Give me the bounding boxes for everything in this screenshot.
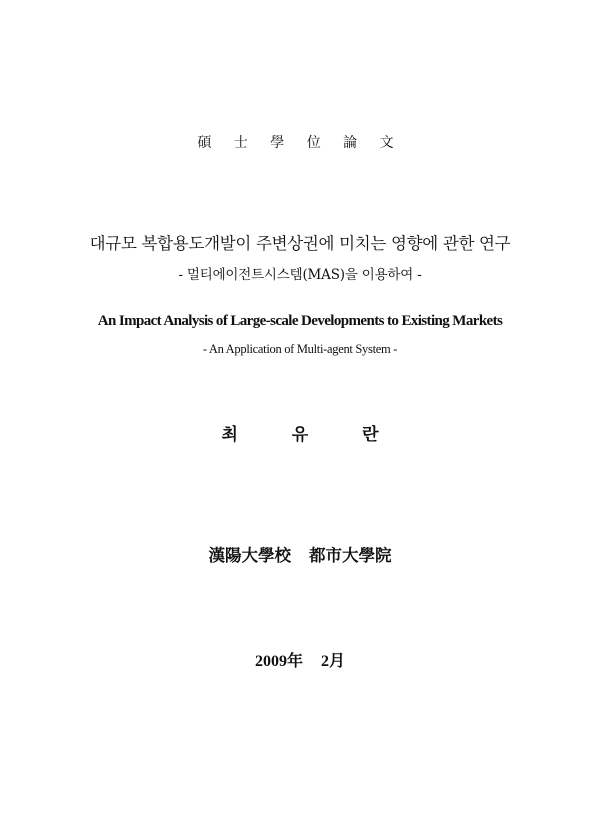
school-affiliation [0, 542, 600, 566]
submission-date [0, 648, 600, 671]
english-subtitle: - An Application of Multi-agent System - [202, 342, 398, 356]
university-name: 漢陽大學校 [208, 546, 291, 565]
korean-title: 대규모 복합용도개발이 주변상권에 미치는 영향에 관한 연구 [89, 234, 511, 253]
korean-subtitle: - 멀티에이전트시스템(MAS)을 이용하여 - [178, 267, 422, 283]
degree-label: 碩 士 學 位 論 文 [197, 135, 403, 151]
author-name: 최 유 란 [221, 425, 403, 445]
graduate-school-name: 都市大學院 [309, 546, 392, 565]
submission-month: 2月 [321, 653, 346, 670]
english-title: An Impact Analysis of Large-scale Developments to Existing Markets [97, 313, 503, 329]
submission-year: 2009年 [254, 653, 303, 670]
